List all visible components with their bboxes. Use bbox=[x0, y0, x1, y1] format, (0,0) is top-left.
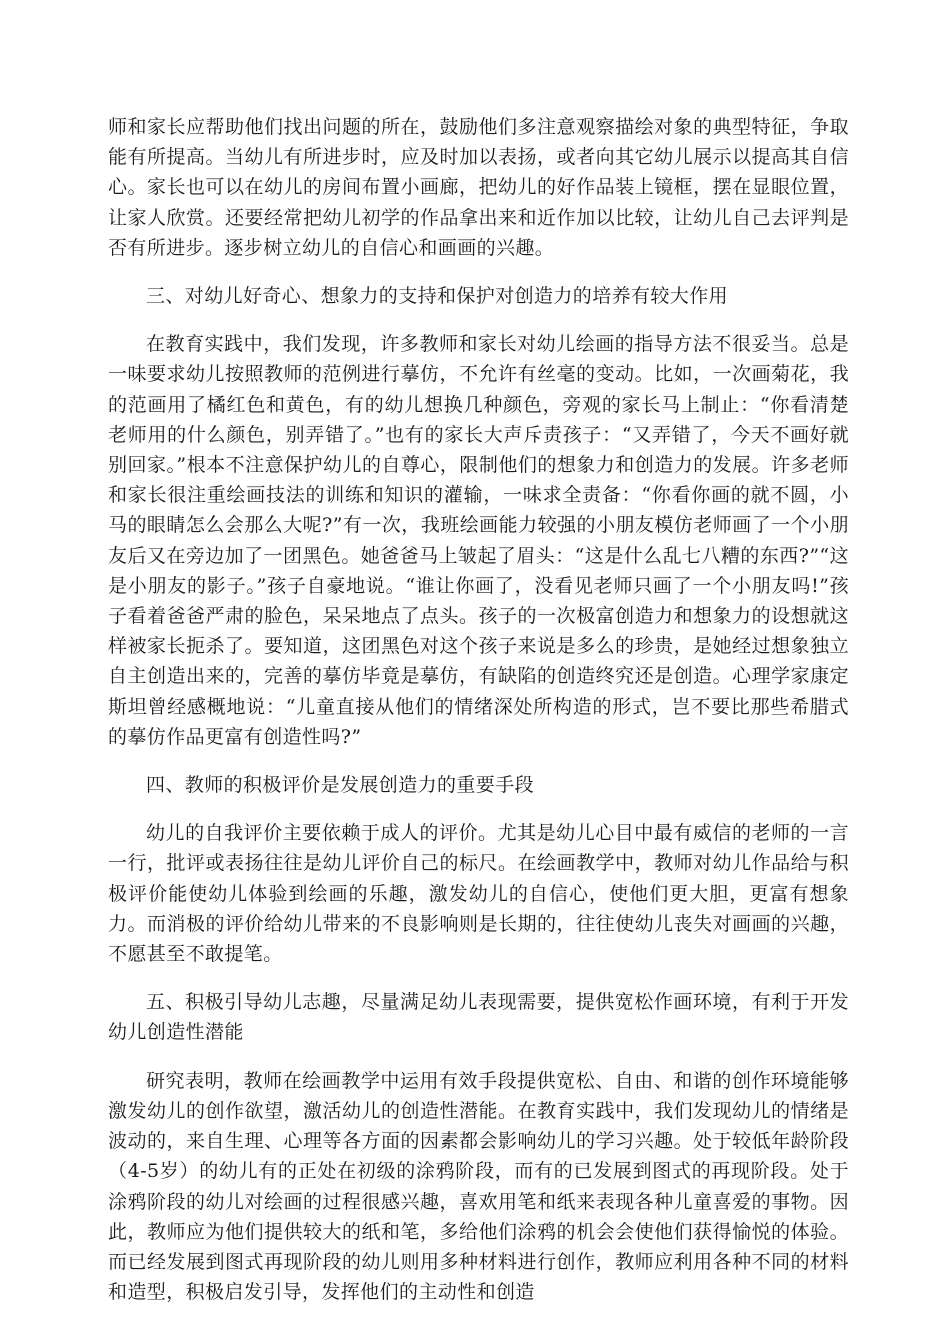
section-heading-3: 三、对幼儿好奇心、想象力的支持和保护对创造力的培养有较大作用 bbox=[146, 285, 729, 308]
document-page bbox=[108, 112, 849, 1307]
paragraph-section-5: 研究表明，教师在绘画教学中运用有效手段提供宽松、自由、和谐的创作环境能够激发幼儿的创作欲望，激活幼儿的创造性潜能。在教育实践中，我们发现幼儿的情绪是波动的，来自生理、心理等各方面的因素都会影响幼儿的学习兴趣。处于较低年龄阶段（4-5岁）的幼儿有的正处在初级的涂鸦阶段，而有的已发展到图式的再现阶段。处于涂鸦阶段的幼儿对绘画的过程很感兴趣，喜欢用笔和纸来表现各种儿童喜爱的事物。因此，教师应为他们提供较大的纸和笔，多给他们涂鸦的机会会使他们获得愉悦的体验。而已经发展到图式再现阶段的幼儿则用多种材料进行创作，教师应利用各种不同的材料和造型，积极启发引导，发挥他们的主动性和创造 bbox=[108, 1069, 849, 1304]
paragraph-section-4: 幼儿的自我评价主要依赖于成人的评价。尤其是幼儿心目中最有威信的老师的一言一行，批评或表扬往往是幼儿评价自己的标尺。在绘画教学中，教师对幼儿作品给与积极评价能使幼儿体验到绘画的乐趣，激发幼儿的自信心，使他们更大胆，更富有想象力。而消极的评价给幼儿带来的不良影响则是长期的，往往使幼儿丧失对画画的兴趣，不愿甚至不敢提笔。 bbox=[108, 822, 849, 966]
paragraph-continued: 师和家长应帮助他们找出问题的所在，鼓励他们多注意观察描绘对象的典型特征，争取能有所提高。当幼儿有所进步时，应及时加以表扬，或者向其它幼儿展示以提高其自信心。家长也可以在幼儿的房间布置小画廊，把幼儿的好作品装上镜框，摆在显眼位置，让家人欣赏。还要经常把幼儿初学的作品拿出来和近作加以比较，让幼儿自己去评判是否有所进步。逐步树立幼儿的自信心和画画的兴趣。 bbox=[108, 116, 849, 259]
section-heading-5: 五、积极引导幼儿志趣，尽量满足幼儿表现需要，提供宽松作画环境，有利于开发幼儿创造性潜能 bbox=[108, 991, 849, 1044]
section-heading-4: 四、教师的积极评价是发展创造力的重要手段 bbox=[146, 774, 535, 797]
paragraph-section-3: 在教育实践中，我们发现，许多教师和家长对幼儿绘画的指导方法不很妥当。总是一味要求幼儿按照教师的范例进行摹仿，不允许有丝毫的变动。比如，一次画菊花，我的范画用了橘红色和黄色，有的幼儿想换几种颜色，旁观的家长马上制止：“你看清楚老师用的什么颜色，别弄错了。”也有的家长大声斥责孩子：“又弄错了，今天不画好就别回家。”根本不注意保护幼儿的自尊心，限制他们的想象力和创造力的发展。许多老师和家长很注重绘画技法的训练和知识的灌输，一味求全责备：“你看你画的就不圆，小马的眼睛怎么会那么大呢?”有一次，我班绘画能力较强的小朋友模仿老师画了一个小朋友后又在旁边加了一团黑色。她爸爸马上皱起了眉头：“这是什么乱七八糟的东西?”“这是小朋友的影子。”孩子自豪地说。“谁让你画了，没看见老师只画了一个小朋友吗!”孩子看着爸爸严肃的脸色，呆呆地点了点头。孩子的一次极富创造力和想象力的设想就这样被家长扼杀了。要知道，这团黑色对这个孩子来说是多么的珍贵，是她经过想象独立自主创造出来的，完善的摹仿毕竟是摹仿，有缺陷的创造终究还是创造。心理学家康定斯坦曾经感概地说：“儿童直接从他们的情绪深处所构造的形式，岂不要比那些希腊式的摹仿作品更富有创造性吗?” bbox=[108, 333, 849, 748]
